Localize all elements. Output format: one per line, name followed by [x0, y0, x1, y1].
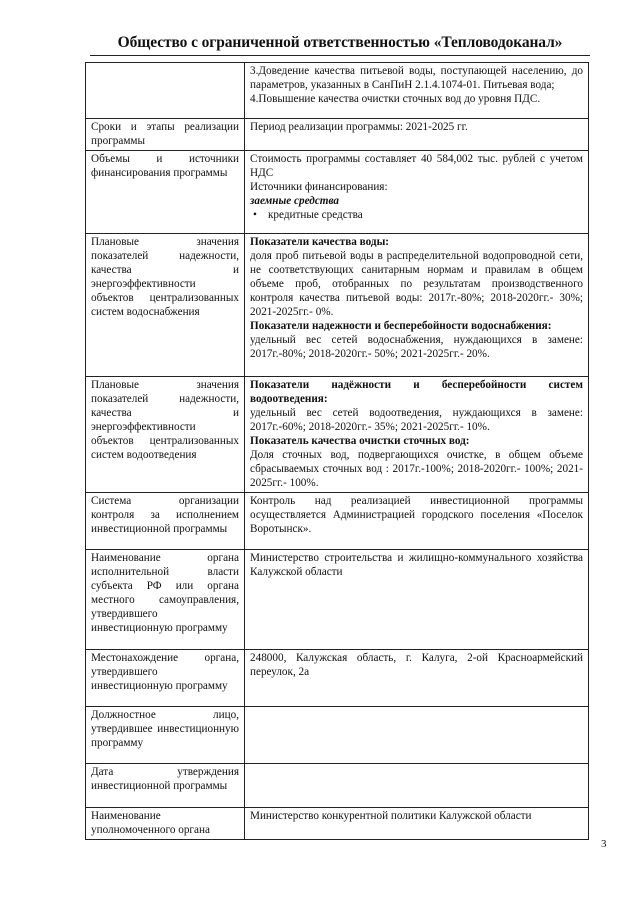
row-label-cell: Плановые значения показателей надежности, качества и энергоэффективности объектов централизованных систем водоснабжения	[86, 234, 245, 377]
row-label-cell: Объемы и источники финансирования программы	[86, 151, 245, 234]
table-row	[86, 151, 589, 234]
row-label-cell: Местонахождение органа, утвердившего инвестиционную программу	[86, 650, 245, 707]
table-row	[86, 377, 589, 493]
row-label-cell: Должностное лицо, утвердившее инвестиционную программу	[86, 707, 245, 764]
document-header: Общество с ограниченной ответственностью «Тепловодоканал»	[117, 34, 563, 51]
table-row	[86, 764, 589, 808]
table-row	[86, 808, 589, 840]
row-value-cell	[245, 377, 589, 493]
row-value-cell: Период реализации программы: 2021-2025 гг.	[245, 119, 589, 151]
water-reliability-text: удельный вес сетей водоснабжения, нуждающихся в замене: 2017г.-80%; 2018-2020гг.- 50%; 2021-2025гг.- 20%.	[250, 334, 583, 360]
investment-program-passport-table	[85, 62, 589, 840]
water-quality-text: доля проб питьевой воды в распределительной водопроводной сети, не соответствующих санитарным нормам и правилам в общем объеме проб, отобранных по результатам производственного контроля качества питьевой воды: 2017г.-80%; 2018-2020гг.- 30%; 2021-2025гг.- 0%.	[250, 250, 583, 318]
water-quality-heading: Показатели качества воды:	[250, 236, 390, 248]
table-row	[86, 650, 589, 707]
row-value-cell	[245, 151, 589, 234]
table-row	[86, 707, 589, 764]
row-label-cell: Наименование органа исполнительной власти субъекта РФ или органа местного самоуправления, утвердившего инвестиционную программу	[86, 550, 245, 650]
wastewater-quality-text: Доля сточных вод, подвергающихся очистке, в общем объеме сбрасываемых сточных вод : 2017г.-100%; 2018-2020гг.- 100%; 2021-2025гг.- 100%.	[250, 449, 583, 489]
row-label-cell: Сроки и этапы реализации программы	[86, 119, 245, 151]
row-value-cell	[245, 707, 589, 764]
sewer-reliability-text: удельный вес сетей водоотведения, нуждающихся в замене: 2017г.-60%; 2018-2020гг.- 35%; 2021-2025гг.- 10%.	[250, 407, 583, 433]
borrowed-funds: заемные средства	[250, 195, 340, 207]
row-value-cell	[245, 764, 589, 808]
row-value-cell: Министерство строительства и жилищно-коммунального хозяйства Калужской области	[245, 550, 589, 650]
table-row	[86, 234, 589, 377]
row-label-cell: Дата утверждения инвестиционной программы	[86, 764, 245, 808]
page-number: 3	[601, 838, 607, 850]
goal-item-4: 4.Повышение качества очистки сточных вод до уровня ПДС.	[250, 93, 541, 105]
credit-funds-bullet: • кредитные средства	[250, 208, 583, 222]
water-reliability-heading: Показатели надежности и бесперебойности водоснабжения:	[250, 320, 552, 332]
wastewater-quality-heading: Показатель качества очистки сточных вод:	[250, 435, 470, 447]
row-label-cell: Наименование уполномоченного органа	[86, 808, 245, 840]
table-row	[86, 550, 589, 650]
row-value-cell: Министерство конкурентной политики Калужской области	[245, 808, 589, 840]
program-cost: Стоимость программы составляет 40 584,002 тыс. рублей с учетом НДС	[250, 153, 583, 179]
funding-sources-label: Источники финансирования:	[250, 181, 388, 193]
row-value-cell: 248000, Калужская область, г. Калуга, 2-ой Красноармейский переулок, 2а	[245, 650, 589, 707]
table-row	[86, 63, 589, 119]
table-row	[86, 119, 589, 151]
row-value-cell	[245, 63, 589, 119]
table-row	[86, 493, 589, 550]
goal-item-3: 3.Доведение качества питьевой воды, поступающей населению, до параметров, указанных в СанПиН 2.1.4.1074-01. Питьевая вода;	[250, 65, 583, 91]
sewer-reliability-heading: Показатели надёжности и бесперебойности систем водоотведения:	[250, 379, 583, 405]
row-label-cell	[86, 63, 245, 119]
row-value-cell	[245, 234, 589, 377]
row-label-cell: Система организации контроля за исполнением инвестиционной программы	[86, 493, 245, 550]
row-label-cell: Плановые значения показателей надежности, качества и энергоэффективности объектов централизованных систем водоотведения	[86, 377, 245, 493]
row-value-cell: Контроль над реализацией инвестиционной программы осуществляется Администрацией городского поселения «Поселок Воротынск».	[245, 493, 589, 550]
header-divider	[90, 55, 590, 56]
